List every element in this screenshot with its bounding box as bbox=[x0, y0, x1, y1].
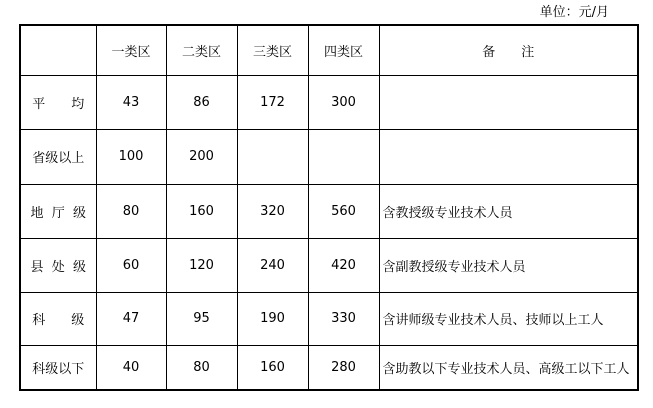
header-cell-zone1: 一类区 bbox=[96, 25, 166, 75]
value-cell: 100 bbox=[96, 129, 166, 184]
value-cell: 60 bbox=[96, 238, 166, 292]
header-row bbox=[20, 25, 638, 75]
header-cell-zone3: 三类区 bbox=[237, 25, 308, 75]
value-cell: 240 bbox=[237, 238, 308, 292]
row-label-cell: 科级以下 bbox=[20, 345, 96, 390]
value-cell: 86 bbox=[166, 75, 237, 129]
row-label-cell: 县 处 级 bbox=[20, 238, 96, 292]
value-cell: 320 bbox=[237, 184, 308, 238]
unit-label: 单位：元/月 bbox=[539, 5, 609, 20]
header-cell-rowlabel bbox=[20, 25, 96, 75]
value-cell: 160 bbox=[237, 345, 308, 390]
value-cell: 80 bbox=[166, 345, 237, 390]
remark-cell: 含副教授级专业技术人员 bbox=[379, 238, 638, 292]
table-row bbox=[20, 129, 638, 184]
value-cell bbox=[308, 129, 379, 184]
value-cell: 43 bbox=[96, 75, 166, 129]
header-cell-remark: 备 注 bbox=[379, 25, 638, 75]
remark-cell bbox=[379, 75, 638, 129]
remark-cell: 含助教以下专业技术人员、高级工以下工人 bbox=[379, 345, 638, 390]
table-row bbox=[20, 292, 638, 345]
row-label-cell: 省级以上 bbox=[20, 129, 96, 184]
table-row bbox=[20, 345, 638, 390]
table-body bbox=[20, 75, 638, 390]
value-cell: 160 bbox=[166, 184, 237, 238]
row-label-cell: 地 厅 级 bbox=[20, 184, 96, 238]
salary-table bbox=[19, 24, 639, 391]
value-cell: 560 bbox=[308, 184, 379, 238]
value-cell: 40 bbox=[96, 345, 166, 390]
row-label-cell: 平 均 bbox=[20, 75, 96, 129]
value-cell: 95 bbox=[166, 292, 237, 345]
remark-cell: 含教授级专业技术人员 bbox=[379, 184, 638, 238]
remark-cell bbox=[379, 129, 638, 184]
table-row bbox=[20, 75, 638, 129]
header-cell-zone2: 二类区 bbox=[166, 25, 237, 75]
value-cell: 300 bbox=[308, 75, 379, 129]
value-cell: 330 bbox=[308, 292, 379, 345]
value-cell: 190 bbox=[237, 292, 308, 345]
value-cell: 80 bbox=[96, 184, 166, 238]
value-cell: 47 bbox=[96, 292, 166, 345]
value-cell: 120 bbox=[166, 238, 237, 292]
value-cell bbox=[237, 129, 308, 184]
table-row bbox=[20, 238, 638, 292]
value-cell: 172 bbox=[237, 75, 308, 129]
header-cell-zone4: 四类区 bbox=[308, 25, 379, 75]
table-row bbox=[20, 184, 638, 238]
value-cell: 420 bbox=[308, 238, 379, 292]
table-header bbox=[20, 25, 638, 75]
value-cell: 200 bbox=[166, 129, 237, 184]
value-cell: 280 bbox=[308, 345, 379, 390]
remark-cell: 含讲师级专业技术人员、技师以上工人 bbox=[379, 292, 638, 345]
row-label-cell: 科 级 bbox=[20, 292, 96, 345]
